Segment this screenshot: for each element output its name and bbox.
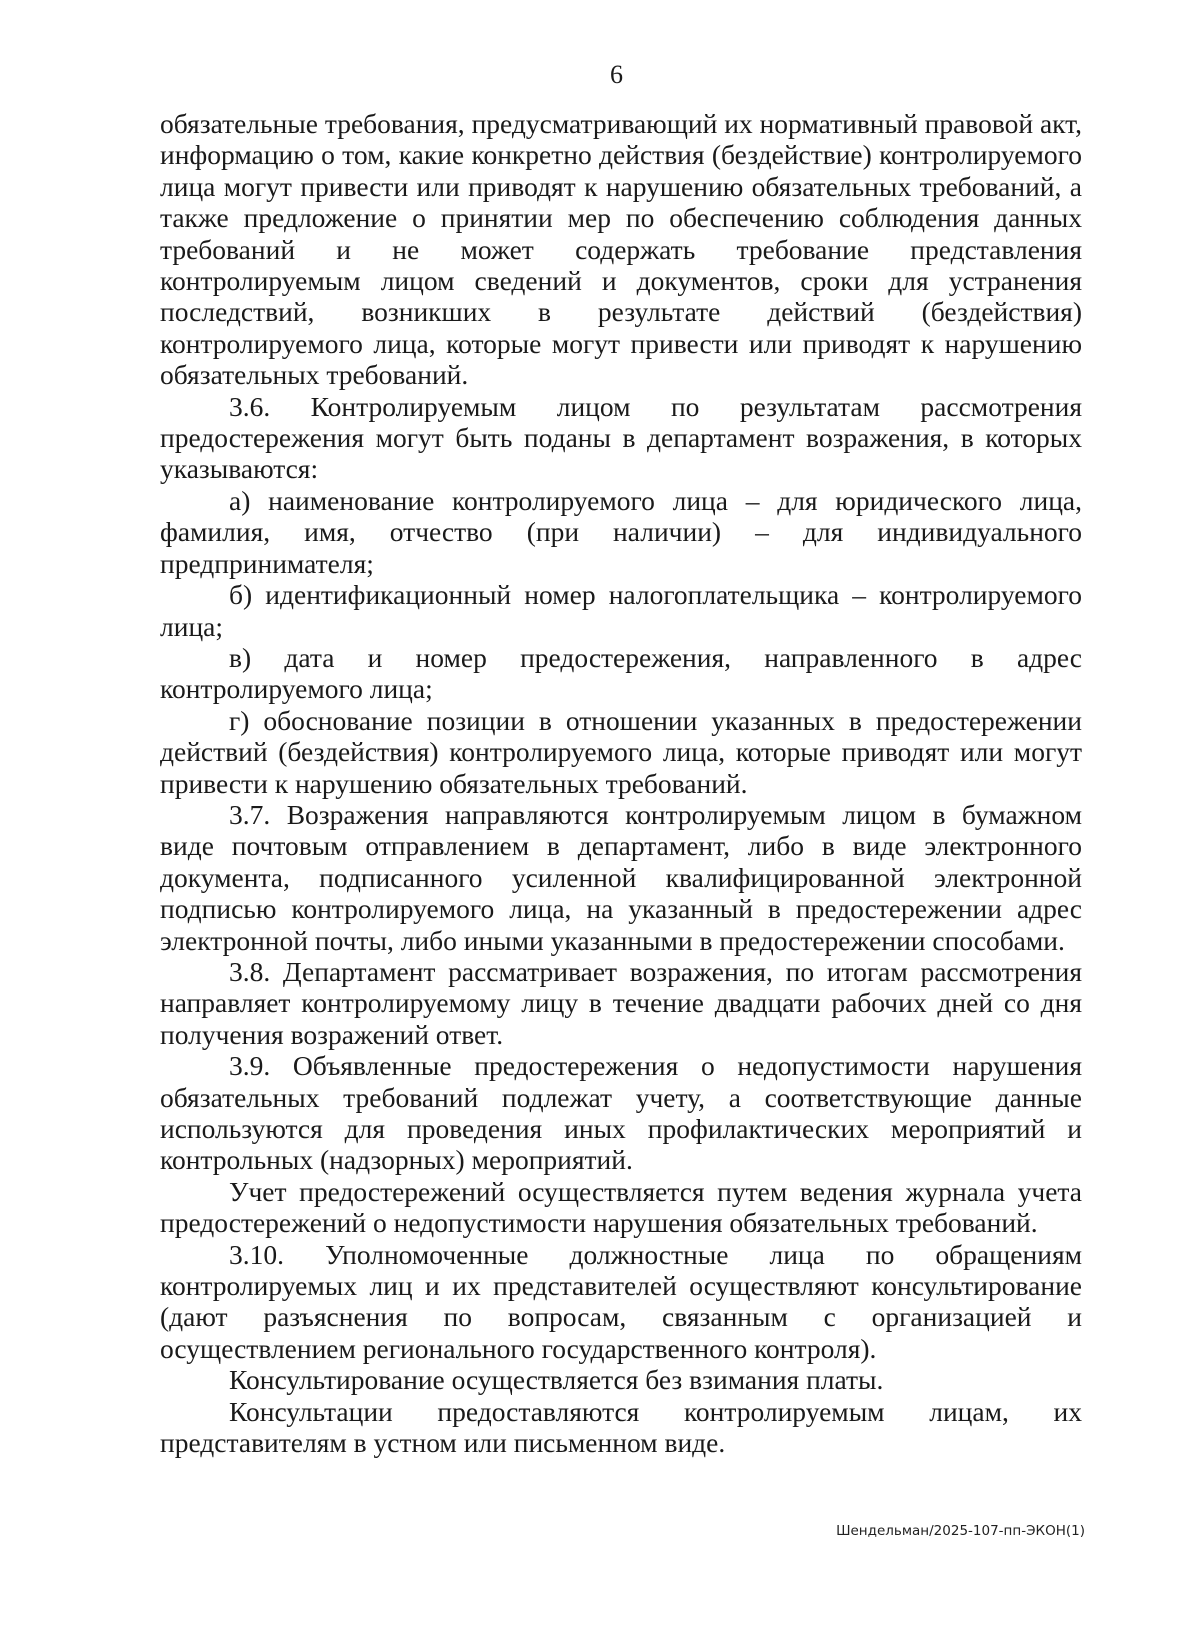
list-item-a: а) наименование контролируемого лица – для юридического лица, фамилия, имя, отчество (при наличии) – для индивидуального предпринимателя; <box>160 484 1082 579</box>
list-item-g: г) обоснование позиции в отношении указанных в предостережении действий (бездействия) контролируемого лица, которые приводят или могут привести к нарушению обязательных требований. <box>160 704 1082 799</box>
list-item-b: б) идентификационный номер налогоплательщика – контролируемого лица; <box>160 579 1082 642</box>
paragraph-3-6: 3.6. Контролируемым лицом по результатам рассмотрения предостережения могут быть поданы в департамент возражения, в которых указываются: <box>160 390 1082 485</box>
paragraph-free-consultation: Консультирование осуществляется без взимания платы. <box>229 1364 884 1396</box>
paragraph-3-8: 3.8. Департамент рассматривает возражения, по итогам рассмотрения направляет контролируемому лицу в течение двадцати рабочих дней со дня получения возражений ответ. <box>160 955 1082 1050</box>
document-code: Шендельман/2025-107-пп-ЭКОН(1) <box>836 1523 1085 1539</box>
list-item-v: в) дата и номер предостережения, направленного в адрес контролируемого лица; <box>160 641 1082 705</box>
paragraph-3-9: 3.9. Объявленные предостережения о недопустимости нарушения обязательных требований подлежат учету, а соответствующие данные используются для проведения иных профилактических мероприятий и контрольных (надзорных) мероприятий. <box>160 1050 1082 1176</box>
paragraph-3-10: 3.10. Уполномоченные должностные лица по обращениям контролируемых лиц и их представителей осуществляют консультирование (дают разъяснения по вопросам, связанным с организацией и осуществлением регионального государственного контроля). <box>160 1238 1082 1364</box>
paragraph-consultation-forms: Консультации предоставляются контролируемым лицам, их представителям в устном или письменном виде. <box>160 1395 1082 1459</box>
document-body <box>160 108 1082 1458</box>
paragraph-3-7: 3.7. Возражения направляются контролируемым лицом в бумажном виде почтовым отправлением в департамент, либо в виде электронного документа, подписанного усиленной квалифицированной электронной подписью контролируемого лица, на указанный в предостережении адрес электронной почты, либо иными указанными в предостережении способами. <box>160 798 1082 956</box>
paragraph-journal: Учет предостережений осуществляется путем ведения журнала учета предостережений о недопустимости нарушения обязательных требований. <box>160 1175 1082 1239</box>
paragraph-continuation: обязательные требования, предусматривающий их нормативный правовой акт, информацию о том, какие конкретно действия (бездействие) контролируемого лица могут привести или приводят к нарушению обязательных требований, а также предложение о принятии мер по обеспечению соблюдения данных требований и не может содержать требование представления контролируемым лицом сведений и документов, сроки для устранения последствий, возникших в результате действий (бездействия) контролируемого лица, которые могут привести или приводят к нарушению обязательных требований. <box>160 108 1082 391</box>
page-number: 6 <box>610 60 623 89</box>
